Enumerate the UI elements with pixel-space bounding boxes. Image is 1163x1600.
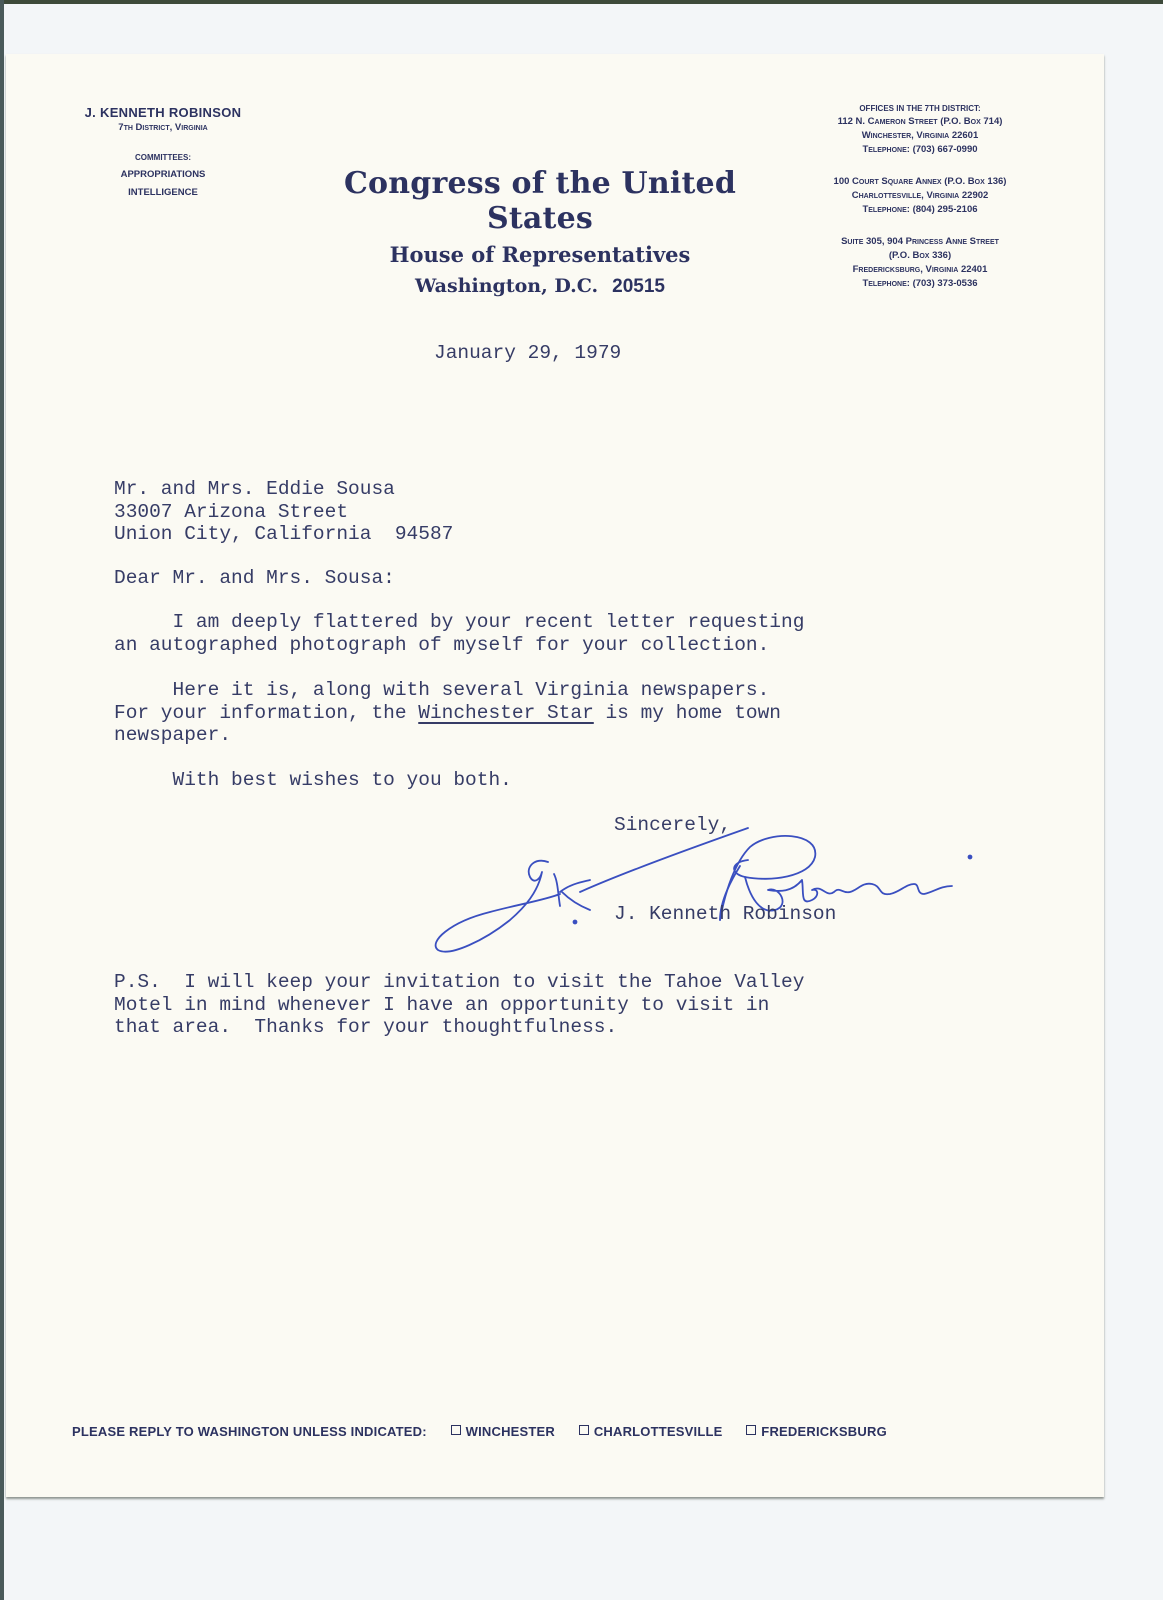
salutation: Dear Mr. and Mrs. Sousa: (114, 567, 395, 589)
text-span: For your information, the (114, 701, 419, 724)
checkbox-icon (451, 1425, 461, 1435)
paragraph-2 (114, 679, 781, 747)
office-charlottesville (780, 176, 1060, 215)
recipient-address (114, 478, 453, 546)
option-label: FREDERICKSBURG (761, 1424, 887, 1439)
letterhead-title (300, 166, 780, 298)
postscript (114, 971, 804, 1039)
reply-option-charlottesville (579, 1424, 723, 1439)
member-district: 7th District, Virginia (118, 122, 208, 133)
office-fredericksburg (780, 236, 1060, 289)
option-label: WINCHESTER (465, 1424, 555, 1439)
paragraph-3: With best wishes to you both. (114, 769, 512, 791)
office-address: 100 Court Square Annex (P.O. Box 136) (833, 176, 1007, 187)
office-phone: Telephone: (703) 373-0536 (862, 278, 978, 289)
committee-intelligence: INTELLIGENCE (128, 187, 198, 198)
reply-option-fredericksburg (746, 1424, 887, 1439)
office-address: 112 N. Cameron Street (P.O. Box 714) (837, 116, 1003, 127)
office-city: Charlottesville, Virginia 22902 (851, 190, 989, 201)
typed-signature-name: J. Kenneth Robinson (614, 903, 837, 925)
city-zip: 20515 (612, 276, 665, 297)
text-line: newspaper. (114, 724, 232, 746)
office-city: Fredericksburg, Virginia 22401 (852, 264, 988, 275)
reply-option-winchester (451, 1424, 555, 1439)
office-city: Winchester, Virginia 22601 (861, 130, 979, 141)
text-line: P.S. I will keep your invitation to visit the Tahoe Valley (114, 971, 805, 993)
house-title: House of Representatives (389, 242, 691, 267)
recipient-name: Mr. and Mrs. Eddie Sousa (114, 478, 395, 500)
office-winchester (780, 116, 1060, 155)
city-line (300, 275, 780, 298)
reply-label: PLEASE REPLY TO WASHINGTON UNLESS INDICATED: (72, 1424, 427, 1439)
text-line: that area. Thanks for your thoughtfulness. (114, 1016, 618, 1038)
member-name: J. KENNETH ROBINSON (84, 105, 242, 120)
handwritten-signature (430, 822, 990, 972)
text-line: Motel in mind whenever I have an opportunity to visit in (114, 993, 770, 1016)
text-line: Here it is, along with several Virginia newspapers. (114, 679, 770, 701)
option-label: CHARLOTTESVILLE (593, 1424, 723, 1439)
text-line: an autographed photograph of myself for your collection. (114, 633, 770, 656)
text-line: I am deeply flattered by your recent letter requesting (114, 611, 805, 633)
offices-label: OFFICES IN THE 7TH DISTRICT: (859, 104, 981, 113)
office-phone: Telephone: (804) 295-2106 (862, 204, 978, 215)
closing: Sincerely, (614, 814, 732, 836)
office-address: Suite 305, 904 Princess Anne Street (841, 236, 999, 247)
letter-date: January 29, 1979 (434, 342, 622, 364)
office-pobox: (P.O. Box 336) (888, 250, 952, 261)
reply-footer (72, 1424, 887, 1439)
congress-title: Congress of the United States (343, 166, 737, 236)
office-phone: Telephone: (703) 667-0990 (862, 144, 978, 155)
district-offices (780, 104, 1060, 289)
paragraph-1 (114, 611, 804, 656)
scan-left-edge (0, 0, 4, 1600)
committee-appropriations: APPROPRIATIONS (120, 169, 206, 180)
city-name: Washington, D.C. (415, 275, 599, 297)
checkbox-icon (746, 1425, 756, 1435)
text-span: is my home town (593, 701, 782, 724)
recipient-street: 33007 Arizona Street (114, 500, 349, 523)
newspaper-title: Winchester Star (418, 701, 594, 724)
committees-label: COMMITTEES: (135, 153, 191, 162)
member-info (48, 105, 278, 198)
text-line (114, 702, 781, 725)
recipient-city: Union City, California 94587 (114, 523, 454, 545)
scan-top-edge (0, 0, 1163, 4)
checkbox-icon (579, 1425, 589, 1435)
